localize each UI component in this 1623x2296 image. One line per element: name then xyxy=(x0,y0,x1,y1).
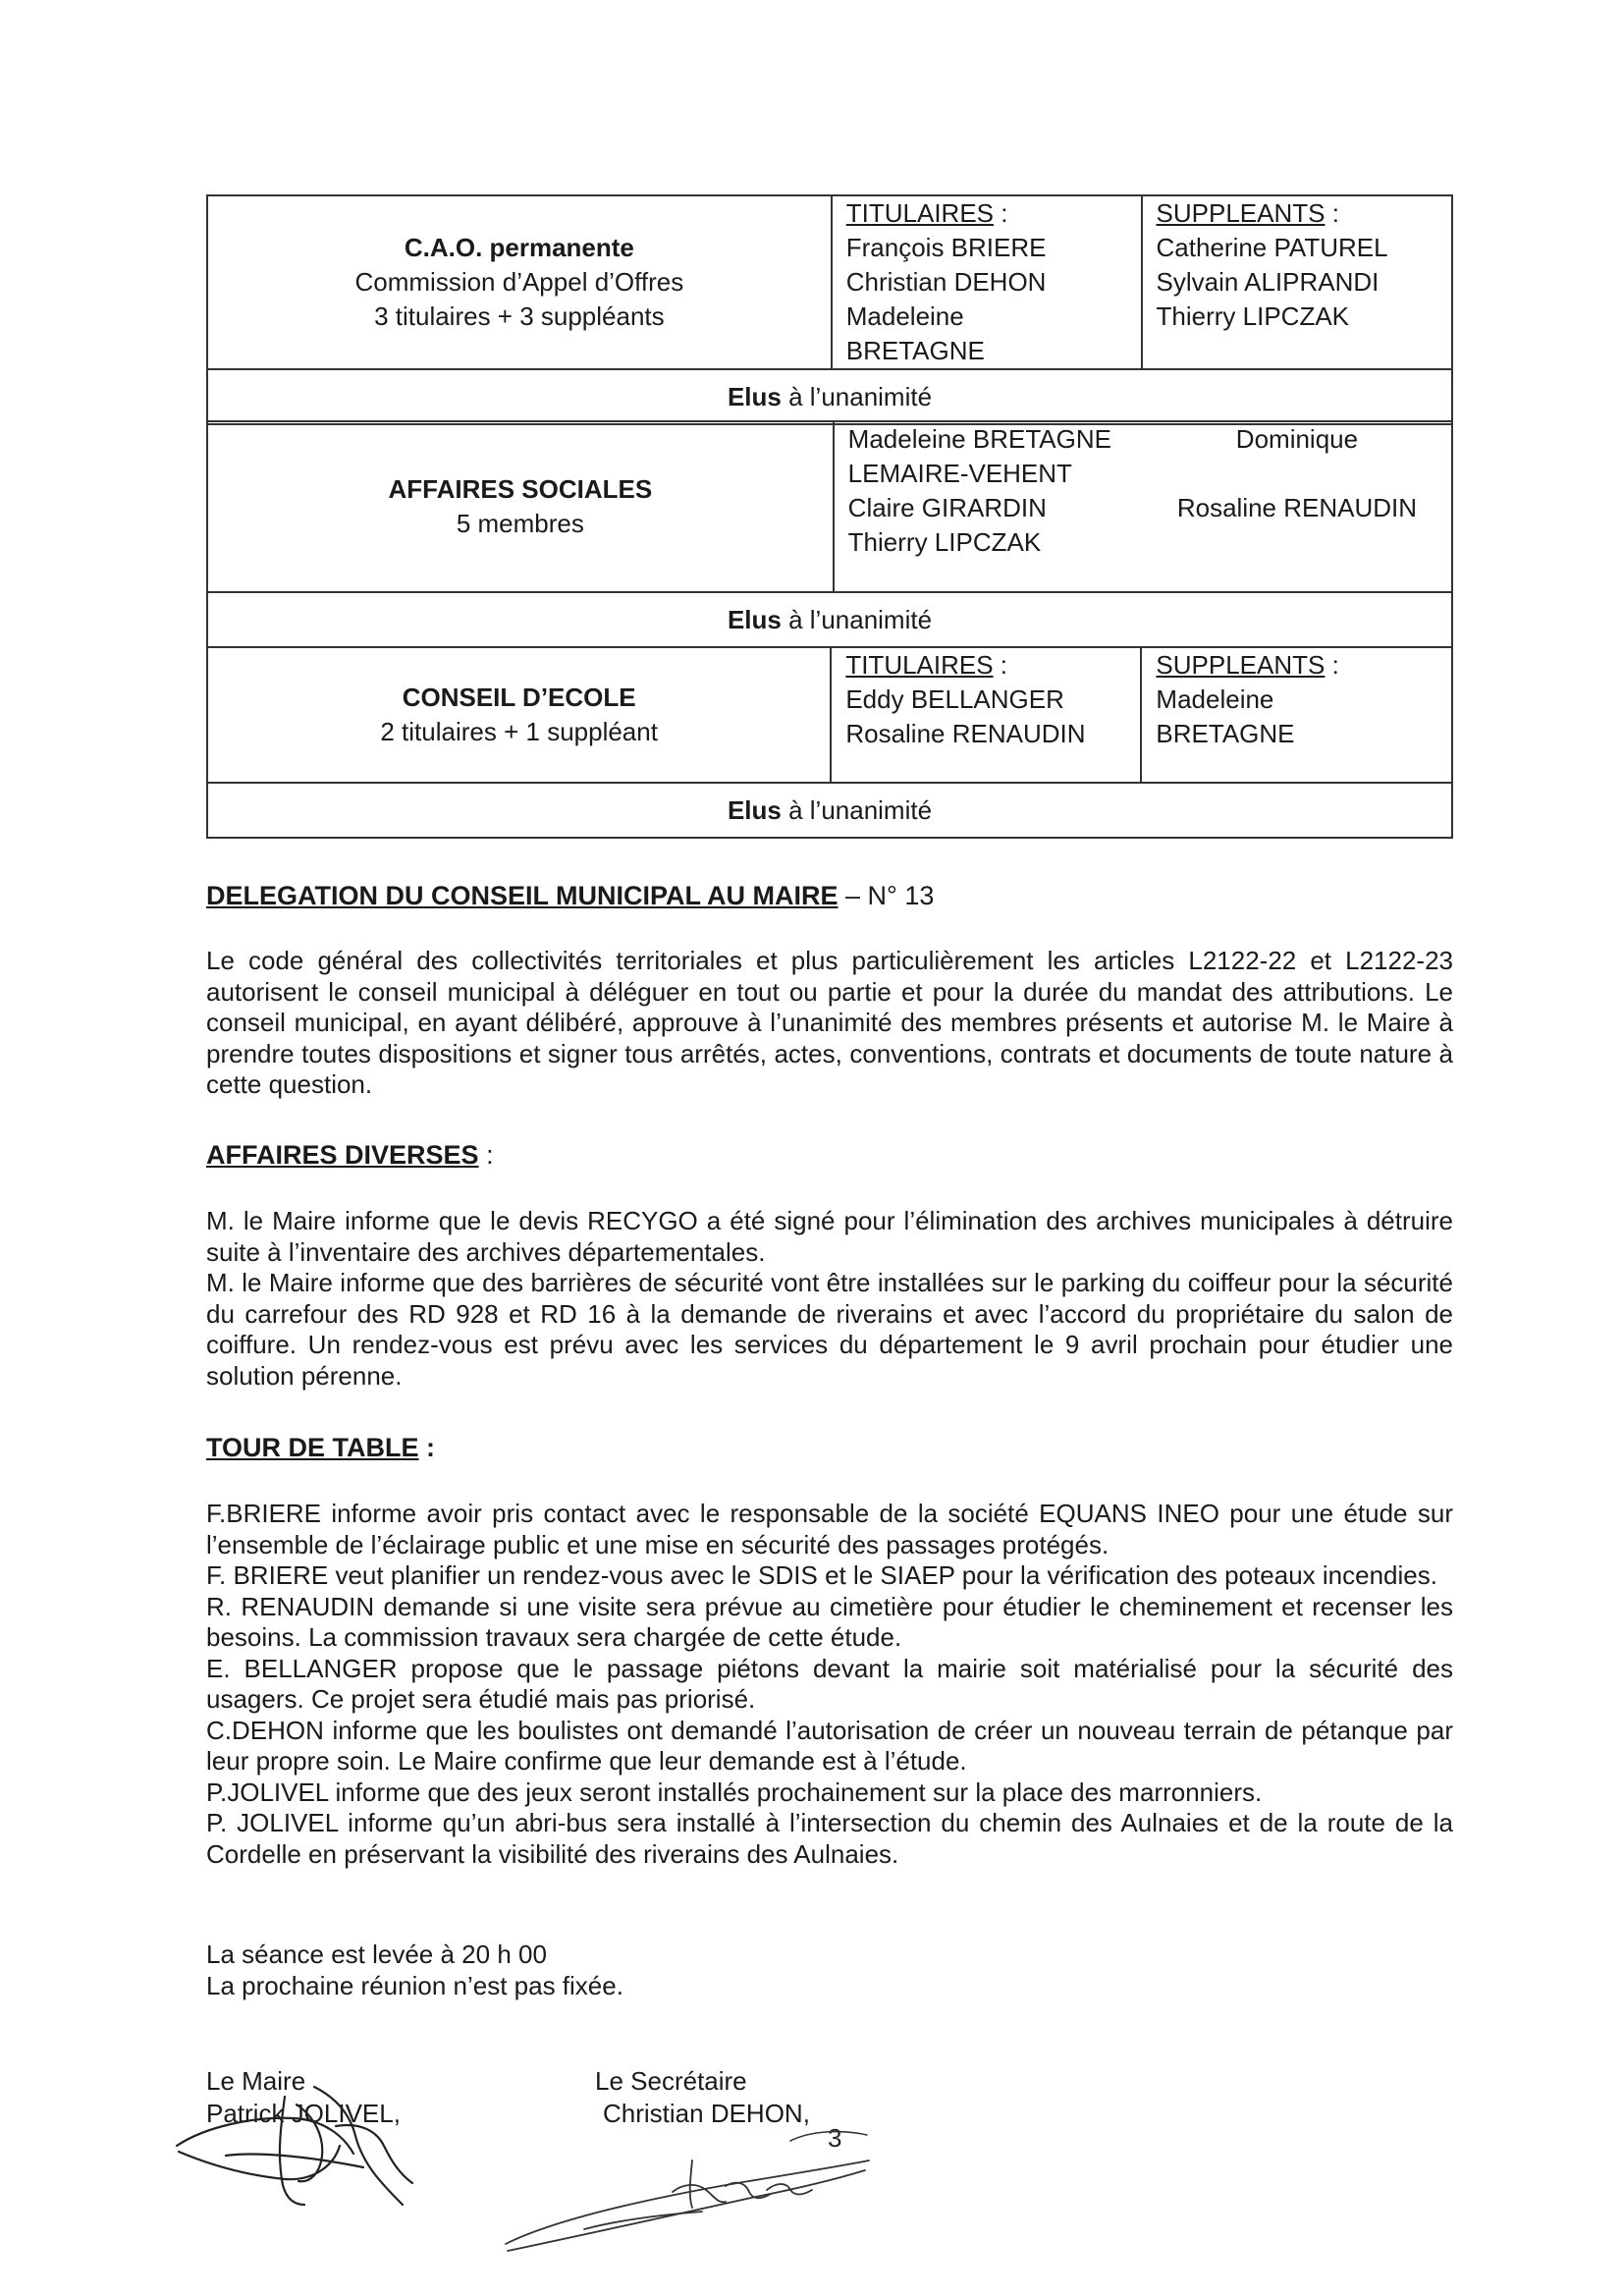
conseil-ecole-titulaires-heading: TITULAIRES : xyxy=(845,650,1008,680)
cao-titulaire: BRETAGNE xyxy=(845,336,985,365)
cao-titulaire: Christian DEHON xyxy=(845,267,1047,297)
delegation-heading: DELEGATION DU CONSEIL MUNICIPAL AU MAIRE – N° 13 xyxy=(206,881,935,910)
cao-elus-row xyxy=(207,369,1452,424)
tour-de-table-item: F. BRIERE veut planifier un rendez-vous avec le SDIS et le SIAEP pour la vérification des poteaux incendies. xyxy=(206,1560,1437,1590)
tour-de-table-item: F.BRIERE informe avoir pris contact avec le responsable de la société EQUANS INEO pour une étude sur l’ensemble de l’éclairage public et une mise en sécurité des passages protégés. xyxy=(206,1499,1453,1559)
secretaire-title: Le Secrétaire xyxy=(595,2066,747,2096)
closing-block xyxy=(206,1940,1453,2001)
tour-de-table-item: C.DEHON informe que les boulistes ont demandé l’autorisation de créer un nouveau terrain de pétanque par leur propre soin. Le Maire confirme que leur demande est à l’étude. xyxy=(206,1715,1453,1776)
tour-de-table-item: P.JOLIVEL informe que des jeux seront installés prochainement sur la place des marronniers. xyxy=(206,1777,1263,1807)
cao-label-cell xyxy=(207,195,832,369)
conseil-ecole-suppleants-cell xyxy=(1141,647,1452,783)
affaires-sociales-members-right-cell xyxy=(1143,421,1452,592)
affaires-sociales-elus: Elus à l’unanimité xyxy=(207,592,1452,647)
cao-titulaires-cell xyxy=(832,195,1142,369)
conseil-ecole-table xyxy=(206,646,1453,839)
conseil-ecole-titulaire: Rosaline RENAUDIN xyxy=(845,719,1086,748)
cao-row xyxy=(207,195,1452,369)
delegation-text: Le code général des collectivités territoriales et plus particulièrement les articles L2122-22 et L2122-23 autorisent le conseil municipal à déléguer en tout ou partie et pour la durée du mandat des attributions. Le conseil municipal, en ayant délibéré, approuve à l’unanimité des membres présents et autorise M. le Maire à prendre toutes dispositions et signer tous arrêtés, actes, conventions, contrats et documents de toute nature à cette question. xyxy=(206,946,1453,1099)
cao-table xyxy=(206,194,1453,425)
cao-elus: Elus à l’unanimité xyxy=(207,369,1452,424)
conseil-ecole-title: CONSEIL D’ECOLE xyxy=(402,683,636,712)
affaires-sociales-composition: 5 membres xyxy=(456,509,584,538)
cao-suppleants-heading: SUPPLEANTS : xyxy=(1156,198,1339,228)
cao-subtitle: Commission d’Appel d’Offres xyxy=(354,267,684,297)
delegation-paragraph xyxy=(206,946,1453,1101)
secretaire-name: Christian DEHON, xyxy=(603,2099,810,2128)
affaires-sociales-elus-row xyxy=(207,592,1452,647)
tour-de-table-list xyxy=(206,1499,1453,1870)
conseil-ecole-label-cell xyxy=(207,647,831,783)
tour-de-table-item: E. BELLANGER propose que le passage piétons devant la mairie soit matérialisé pour la sécurité des usagers. Ce projet sera étudié mais pas priorisé. xyxy=(206,1653,1453,1714)
conseil-ecole-composition: 2 titulaires + 1 suppléant xyxy=(380,717,658,746)
conseil-ecole-suppleants-heading: SUPPLEANTS : xyxy=(1156,650,1339,680)
tour-de-table-item: R. RENAUDIN demande si une visite sera prévue au cimetière pour étudier le cheminement et recenser les besoins. La commission travaux sera chargée de cette étude. xyxy=(206,1591,1453,1652)
affaires-diverses-item: M. le Maire informe que le devis RECYGO a été signé pour l’élimination des archives municipales à détruire suite à l’inventaire des archives départementales. xyxy=(206,1206,1453,1267)
affaires-sociales-title: AFFAIRES SOCIALES xyxy=(388,474,653,504)
cao-titulaire: François BRIERE xyxy=(845,233,1047,262)
affaires-sociales-row xyxy=(207,421,1452,592)
secretaire-handwritten-signature xyxy=(496,2102,879,2269)
tour-de-table-heading: TOUR DE TABLE : xyxy=(206,1433,436,1462)
affaires-sociales-table xyxy=(206,420,1453,648)
conseil-ecole-suppleant: BRETAGNE xyxy=(1156,719,1295,748)
cao-suppleant: Thierry LIPCZAK xyxy=(1156,301,1350,331)
closing-line: La séance est levée à 20 h 00 xyxy=(206,1940,547,1969)
cao-suppleant: Sylvain ALIPRANDI xyxy=(1156,267,1380,297)
conseil-ecole-titulaires-cell xyxy=(831,647,1141,783)
affaires-diverses-list xyxy=(206,1206,1453,1392)
closing-line: La prochaine réunion n’est pas fixée. xyxy=(206,1970,623,2000)
affaires-diverses-item: M. le Maire informe que des barrières de sécurité vont être installées sur le parking du coiffeur pour la sécurité du carrefour des RD 928 et RD 16 à la demande de riverains et avec l’accord du propriétaire du salon de coiffure. Un rendez-vous est prévu avec les services du département le 9 avril prochain pour étudier une solution pérenne. xyxy=(206,1268,1453,1391)
cao-titulaire: Madeleine xyxy=(845,301,964,331)
affaires-sociales-member: Dominique xyxy=(1235,424,1359,454)
cao-title: C.A.O. permanente xyxy=(404,233,634,262)
cao-composition: 3 titulaires + 3 suppléants xyxy=(374,301,665,331)
affaires-sociales-member: Madeleine BRETAGNE xyxy=(847,424,1111,454)
affaires-sociales-members-cell xyxy=(834,421,1143,592)
conseil-ecole-row xyxy=(207,647,1452,783)
cao-titulaires-heading: TITULAIRES : xyxy=(845,198,1008,228)
conseil-ecole-elus-row xyxy=(207,783,1452,838)
affaires-sociales-member: Thierry LIPCZAK xyxy=(847,527,1042,557)
tour-de-table-item: P. JOLIVEL informe qu’un abri-bus sera installé à l’intersection du chemin des Aulnaies et de la route de la Cordelle en préservant la visibilité des riverains des Aulnaies. xyxy=(206,1808,1453,1869)
affaires-sociales-member: Claire GIRARDIN xyxy=(847,493,1047,522)
cao-suppleant: Catherine PATUREL xyxy=(1156,233,1388,262)
affaires-sociales-label-cell xyxy=(207,421,834,592)
affaires-diverses-heading: AFFAIRES DIVERSES : xyxy=(206,1140,494,1170)
affaires-sociales-member: LEMAIRE-VEHENT xyxy=(847,459,1072,488)
conseil-ecole-elus: Elus à l’unanimité xyxy=(207,783,1452,838)
maire-name: Patrick JOLIVEL, xyxy=(206,2099,401,2128)
conseil-ecole-titulaire: Eddy BELLANGER xyxy=(845,684,1064,714)
affaires-sociales-member: Rosaline RENAUDIN xyxy=(1176,493,1418,522)
maire-handwritten-signature xyxy=(167,2057,422,2214)
conseil-ecole-suppleant: Madeleine xyxy=(1156,684,1274,714)
maire-title: Le Maire xyxy=(206,2066,306,2096)
page-number: 3 xyxy=(828,2123,842,2153)
cao-suppleants-cell xyxy=(1142,195,1452,369)
